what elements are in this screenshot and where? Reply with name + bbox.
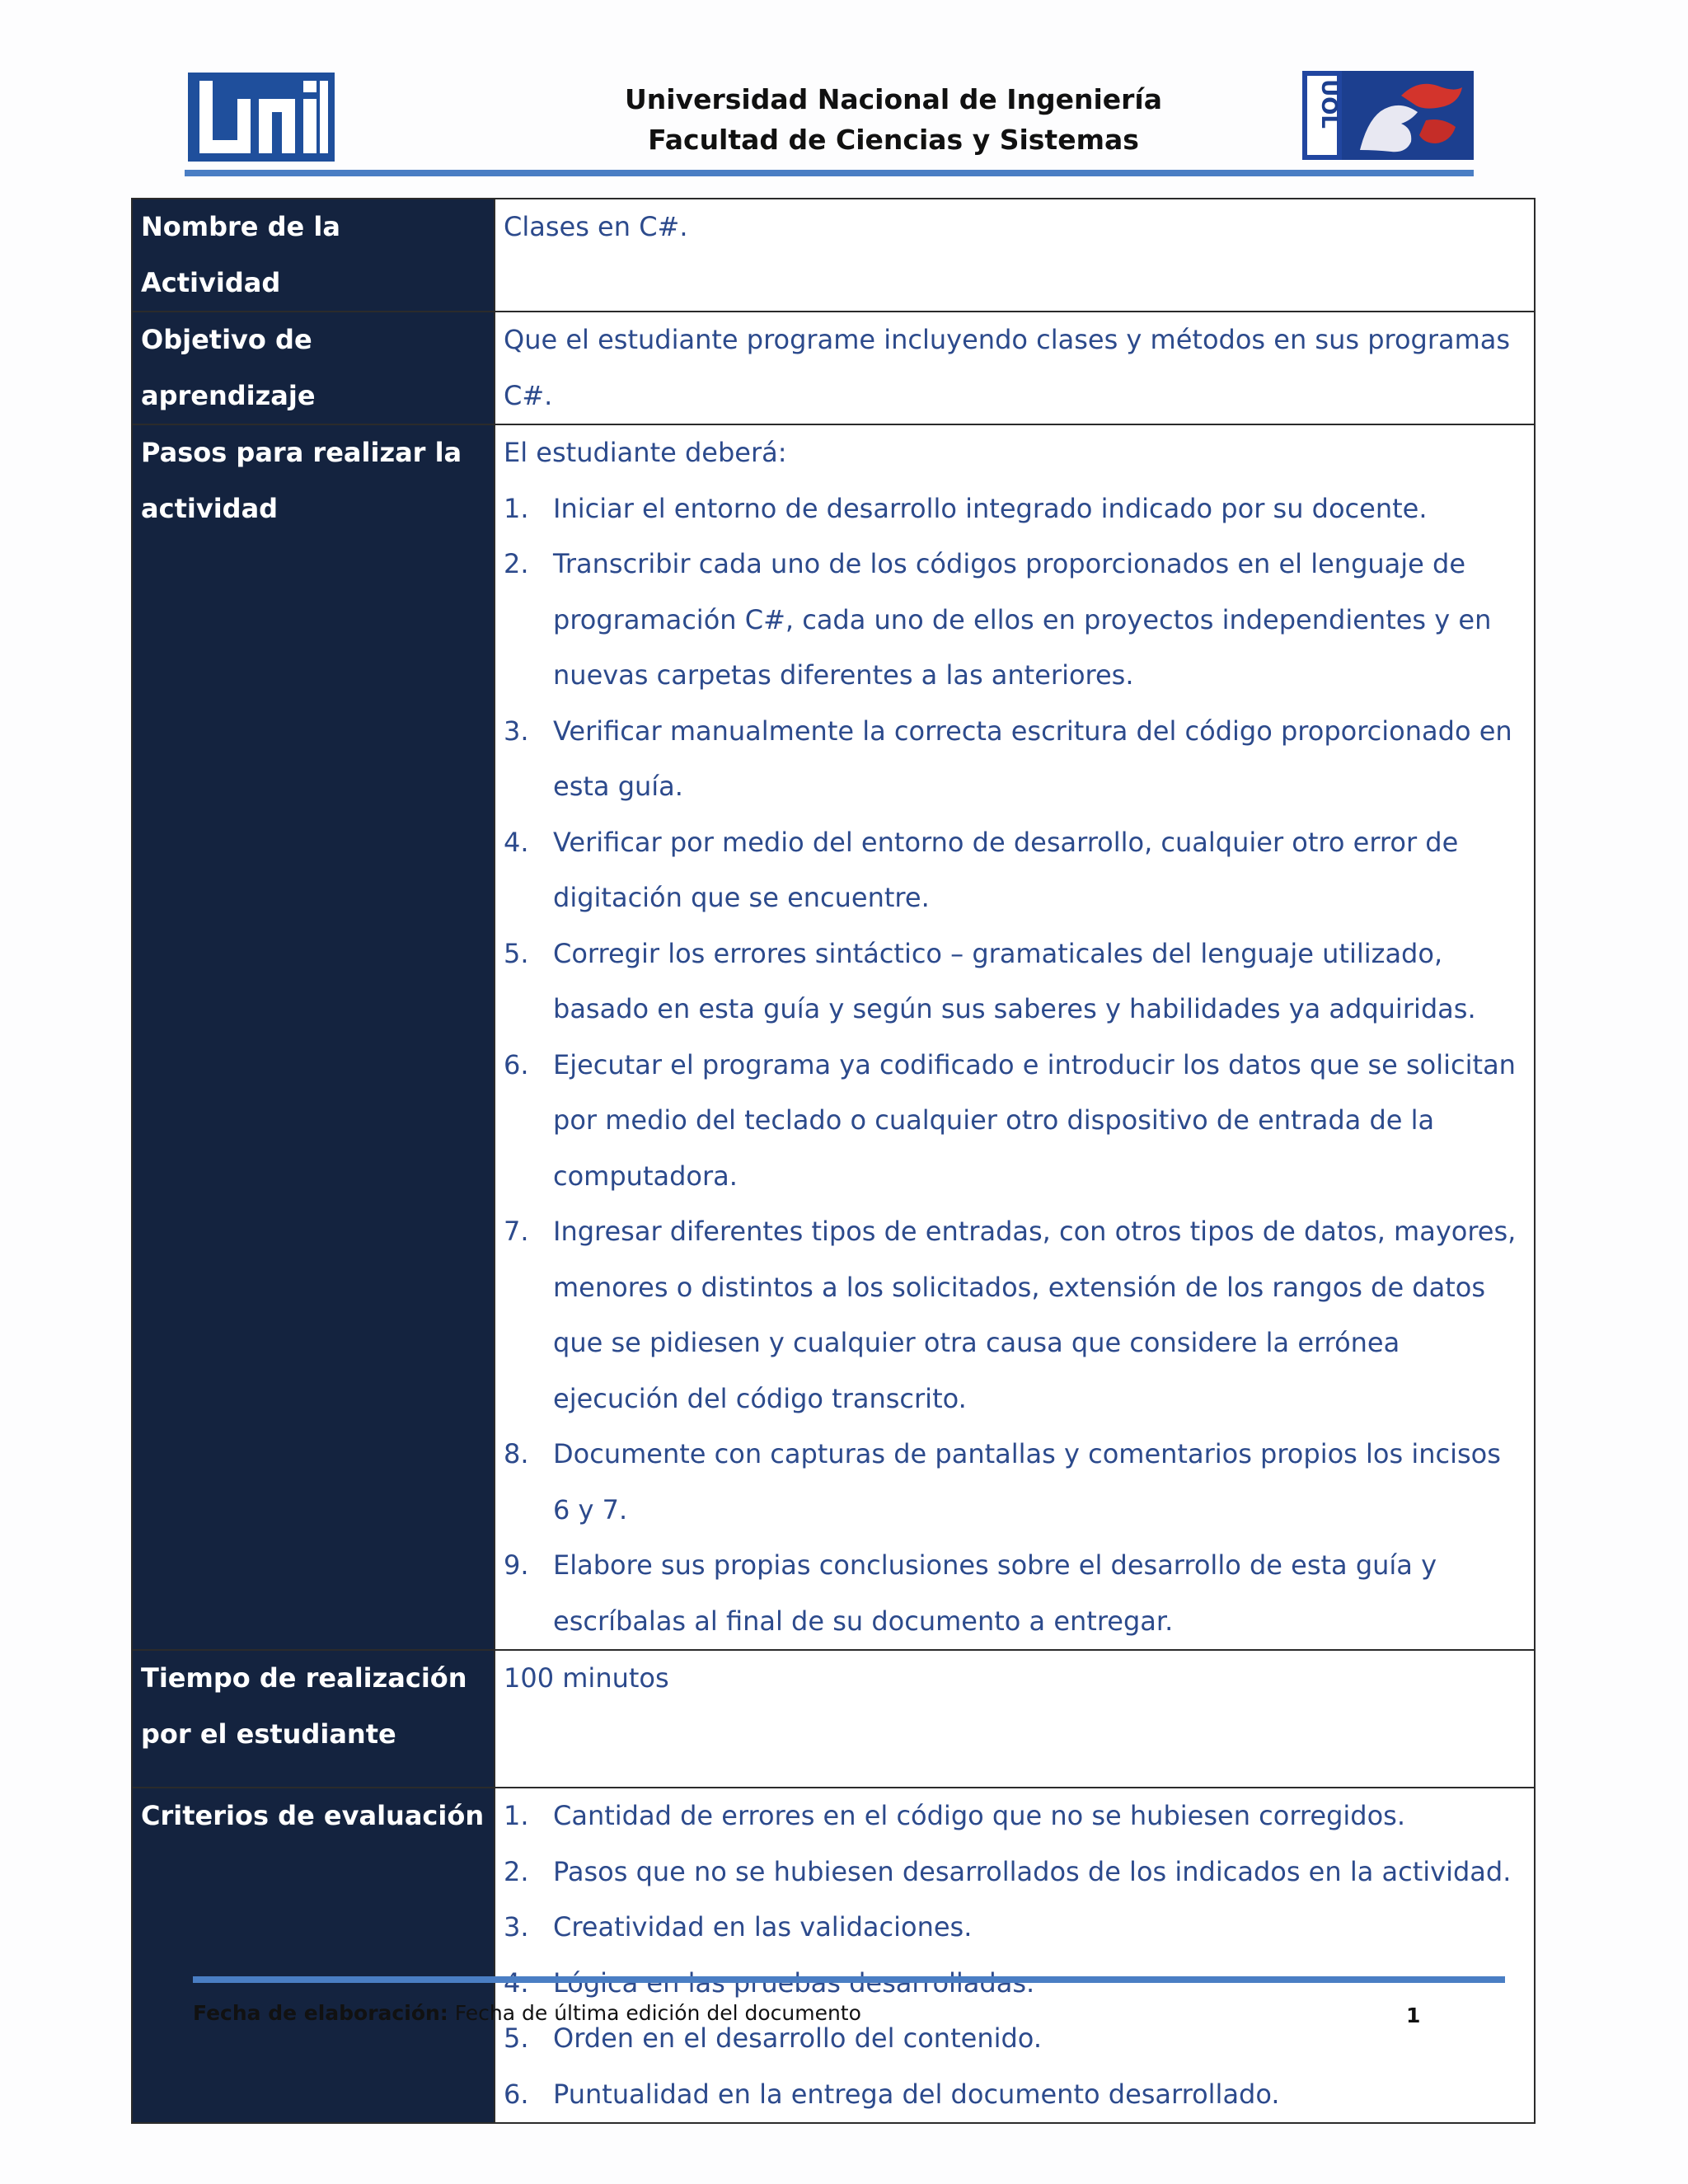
- row-criterios: [132, 1788, 1535, 2123]
- faculty-logo: [1302, 71, 1474, 160]
- label-pasos: Pasos para realizar la actividad: [132, 424, 495, 1650]
- activity-table: [131, 198, 1536, 2124]
- svg-text:UOL: UOL: [1316, 79, 1341, 129]
- list-item-number: 2.: [504, 1855, 529, 1887]
- list-item-text: Cantidad de errores en el código que no se hubiesen corregidos.: [553, 1800, 1405, 1831]
- list-item-number: 8.: [504, 1438, 529, 1469]
- page-number: 1: [1406, 2004, 1421, 2027]
- list-item-text: Pasos que no se hubiesen desarrollados de los indicados en la actividad.: [553, 1855, 1512, 1887]
- label-nombre: Nombre de la Actividad: [132, 199, 495, 312]
- list-item-text: Creatividad en las validaciones.: [553, 1911, 973, 1943]
- list-item: [504, 704, 1526, 815]
- footer-rule: [193, 1976, 1505, 1983]
- list-item-text: Iniciar el entorno de desarrollo integrado indicado por su docente.: [553, 492, 1428, 524]
- row-objetivo: [132, 312, 1535, 424]
- value-pasos: [495, 424, 1535, 1650]
- pasos-list: [504, 481, 1526, 1650]
- footer-date-label: Fecha de elaboración:: [193, 2001, 448, 2025]
- row-nombre: [132, 199, 1535, 312]
- list-item-text: Ejecutar el programa ya codificado e introducir los datos que se solicitan por medio del teclado o cualquier otro dispositivo de entrada de la computadora.: [553, 1048, 1516, 1192]
- list-item-number: 6.: [504, 2078, 529, 2110]
- list-item-number: 1.: [504, 492, 529, 524]
- value-tiempo: 100 minutos: [495, 1650, 1535, 1788]
- pasos-intro: El estudiante deberá:: [504, 437, 787, 468]
- list-item-text: Ingresar diferentes tipos de entradas, con otros tipos de datos, mayores, menores o distintos a los solicitados, extensión de los rangos de datos que se pidiesen y cualquier otra causa que considere la errónea ejecución del código transcrito.: [553, 1216, 1517, 1414]
- value-objetivo: Que el estudiante programe incluyendo clases y métodos en sus programas C#.: [495, 312, 1535, 424]
- list-item: [504, 1038, 1526, 1205]
- faculty-name: Facultad de Ciencias y Sistemas: [648, 124, 1139, 156]
- list-item-number: 9.: [504, 1549, 529, 1581]
- list-item-text: Orden en el desarrollo del contenido.: [553, 2022, 1042, 2054]
- label-criterios: Criterios de evaluación: [132, 1788, 495, 2123]
- list-item-text: Elabore sus propias conclusiones sobre el desarrollo de esta guía y escríbalas al final de su documento a entregar.: [553, 1549, 1437, 1637]
- list-item-number: 4.: [504, 826, 529, 858]
- list-item-text: Documente con capturas de pantallas y comentarios propios los incisos 6 y 7.: [553, 1438, 1501, 1526]
- list-item-number: 6.: [504, 1048, 529, 1080]
- list-item-text: Verificar manualmente la correcta escritura del código proporcionado en esta guía.: [553, 715, 1512, 802]
- footer-date-value: Fecha de última edición del documento: [454, 2001, 861, 2025]
- list-item-number: 3.: [504, 1911, 529, 1943]
- header-rule: [185, 170, 1474, 176]
- row-tiempo: [132, 1650, 1535, 1788]
- list-item: [504, 1427, 1526, 1538]
- list-item: [504, 537, 1526, 704]
- row-pasos: [132, 424, 1535, 1650]
- university-name: Universidad Nacional de Ingeniería: [624, 83, 1163, 115]
- list-item: [504, 815, 1526, 926]
- uni-logo: [188, 73, 335, 162]
- list-item: [504, 2067, 1526, 2123]
- list-item-number: 7.: [504, 1216, 529, 1247]
- criterios-list: [504, 1788, 1526, 2122]
- label-objetivo: Objetivo de aprendizaje: [132, 312, 495, 424]
- list-item-number: 5.: [504, 937, 529, 969]
- list-item-number: 3.: [504, 715, 529, 747]
- list-item: [504, 1788, 1526, 1844]
- header-titles: [462, 79, 1325, 160]
- list-item-number: 5.: [504, 2022, 529, 2054]
- list-item: [504, 1538, 1526, 1649]
- value-criterios: [495, 1788, 1535, 2123]
- list-item: [504, 1844, 1526, 1900]
- footer-date: [193, 2001, 861, 2025]
- list-item-number: 2.: [504, 548, 529, 579]
- list-item-text: Transcribir cada uno de los códigos proporcionados en el lenguaje de programación C#, cada uno de ellos en proyectos independientes y en nuevas carpetas diferentes a las anteriores.: [553, 548, 1492, 691]
- list-item: [504, 1204, 1526, 1427]
- list-item-text: Verificar por medio del entorno de desarrollo, cualquier otro error de digitación que se encuentre.: [553, 826, 1459, 913]
- label-tiempo: Tiempo de realización por el estudiante: [132, 1650, 495, 1788]
- list-item-text: Puntualidad en la entrega del documento desarrollado.: [553, 2078, 1280, 2110]
- value-nombre: Clases en C#.: [495, 199, 1535, 312]
- list-item: [504, 1900, 1526, 1956]
- list-item-text: Corregir los errores sintáctico – gramaticales del lenguaje utilizado, basado en esta guía y según sus saberes y habilidades ya adquiridas.: [553, 937, 1476, 1024]
- list-item: [504, 481, 1526, 537]
- list-item: [504, 926, 1526, 1038]
- list-item-number: 1.: [504, 1800, 529, 1831]
